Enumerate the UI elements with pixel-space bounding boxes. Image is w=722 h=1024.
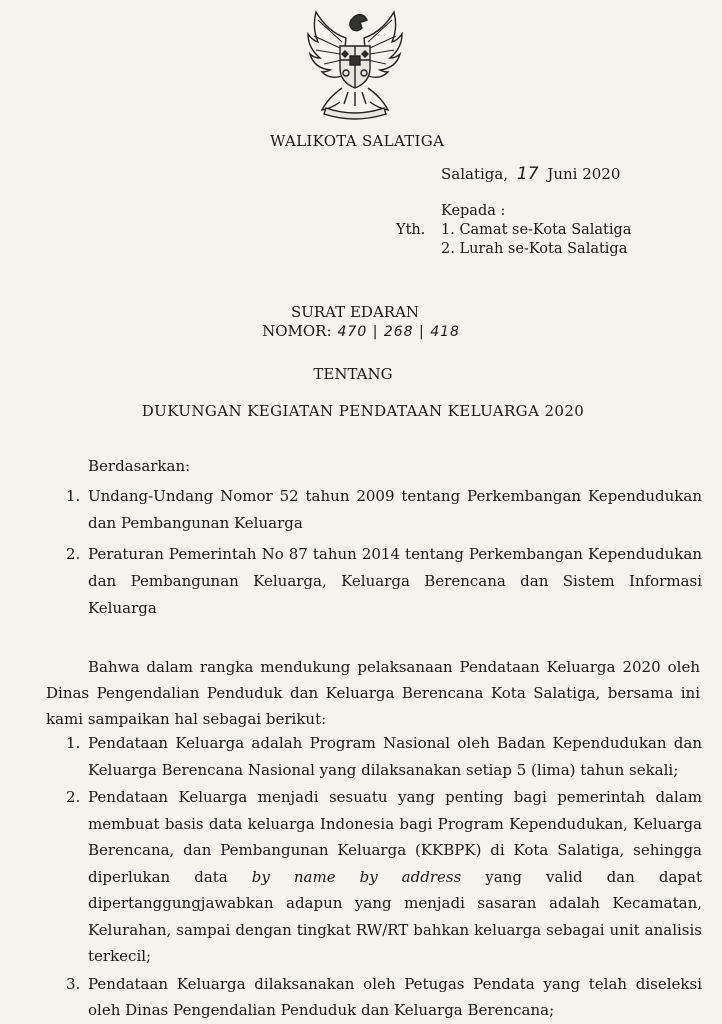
list-text: Pendataan Keluarga adalah Program Nasional oleh Badan Kependudukan dan Keluarga Berencana Nasional yang dilaksanakan setiap 5 (lima) tahun sekali; [88,734,702,779]
points-list [66,730,702,1024]
intro-paragraph: Bahwa dalam rangka mendukung pelaksanaan Pendataan Keluarga 2020 oleh Dinas Pengendalian Penduduk dan Keluarga Berencana Kota Salatiga, bersama ini kami sampaikan hal sebagai berikut: [46,658,700,728]
issuer-title: WALIKOTA SALATIGA [270,132,445,150]
list-text: yang valid dan dapat dipertanggungjawabkan adapun yang menjadi sasaran adalah Kecamatan, Kelurahan, sampai dengan tingkat RW/RT bahkan keluarga sebagai unit analisis terkecil; [88,867,702,965]
about-heading: TENTANG [313,365,393,383]
list-number: 3. [66,974,81,993]
recipient-item: 1. Camat se-Kota Salatiga [441,222,632,238]
list-number: 1. [66,734,81,752]
document-type: SURAT EDARAN [290,303,420,321]
list-item [66,971,702,1024]
date-day-handwritten: 17 [516,164,539,184]
list-text: Pendataan Keluarga menjadi sesuatu yang penting bagi pemerintah dalam membuat basis data keluarga Indonesia bagi Program Kependudukan, Keluarga Berencana, dan Pembangunan Keluarga (KKBPK) di Kota Salatiga, sehingga diperlukan data [88,788,702,886]
list-item [66,541,702,622]
list-item [66,483,702,537]
document-number [0,322,722,340]
subject-heading: DUKUNGAN KEGIATAN PENDATAAN KELUARGA 2020 [141,402,585,420]
yth-label: Yth. [396,222,426,238]
recipients-block [396,202,631,259]
recipient-item: 2. Lurah se-Kota Salatiga [441,241,628,257]
list-number: 2. [66,788,81,806]
list-item [66,730,702,783]
basis-list [66,483,702,622]
list-text: Pendataan Keluarga dilaksanakan oleh Petugas Pendata yang telah diseleksi oleh Dinas Pengendalian Penduduk dan Keluarga Berencana; [88,974,702,1019]
letter-date [441,164,620,184]
number-value-handwritten: 470 | 268 | 418 [337,324,460,340]
date-place: Salatiga, [441,165,509,183]
kepada-label: Kepada : [441,203,506,219]
list-number: 1. [66,487,81,505]
number-label: NOMOR: [262,322,332,340]
list-text: Peraturan Pemerintah No 87 tahun 2014 tentang Perkembangan Kependudukan dan Pembangunan Keluarga, Keluarga Berencana dan Sistem Informasi Keluarga [88,545,702,617]
list-item [66,784,702,970]
garuda-emblem-icon [296,8,414,120]
basis-label: Berdasarkan: [88,457,191,475]
list-text: Undang-Undang Nomor 52 tahun 2009 tentang Perkembangan Kependudukan dan Pembangunan Keluarga [88,487,702,532]
italic-phrase: by name by address [251,867,462,886]
date-month-year: Juni 2020 [547,165,621,183]
list-number: 2. [66,545,81,563]
